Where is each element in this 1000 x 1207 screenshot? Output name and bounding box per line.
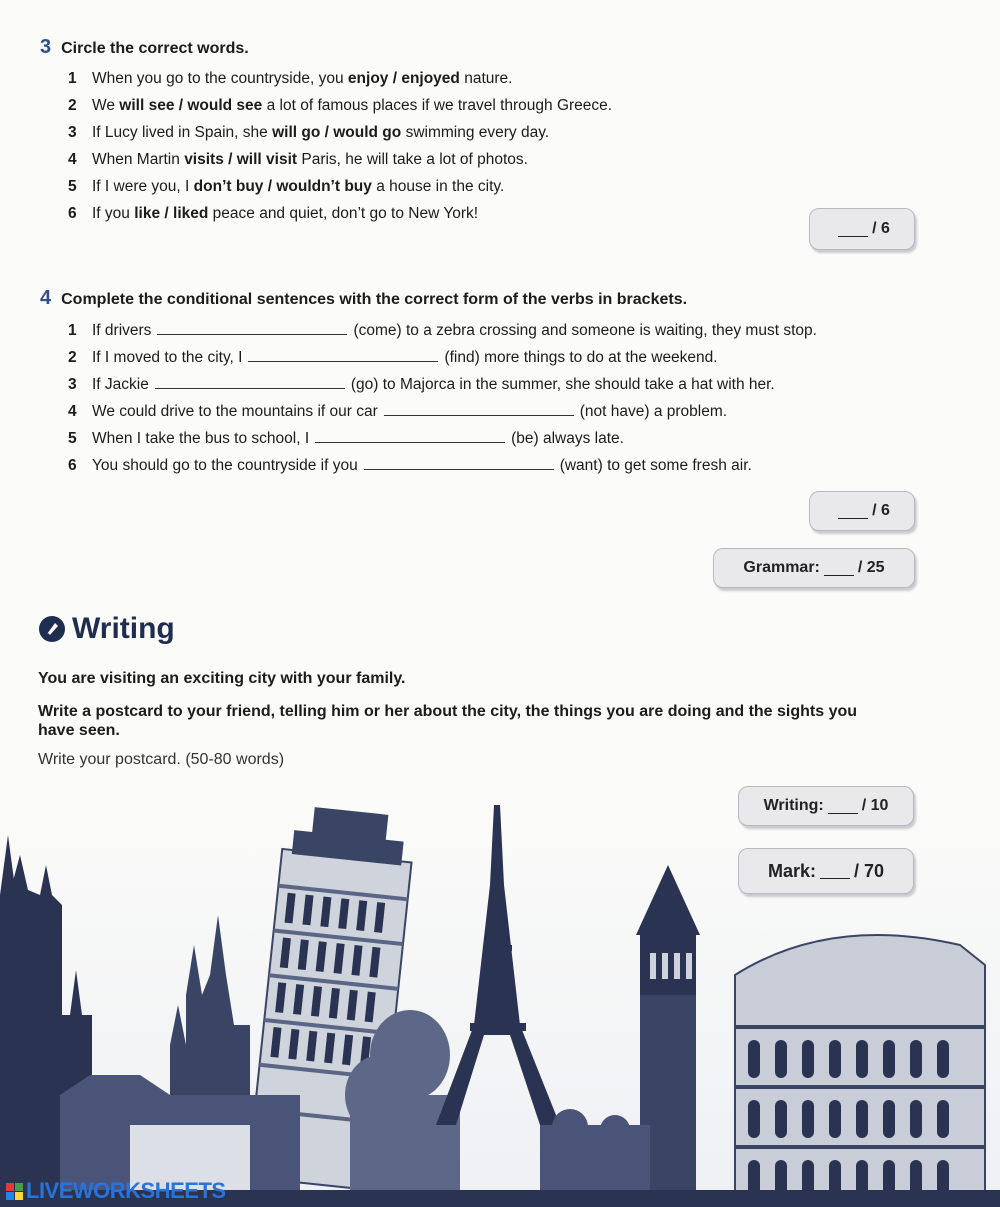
ghost-text — [795, 4, 801, 27]
exercise-3-score-box: / 6 — [809, 208, 915, 250]
exercise-3-item: 2 We will see / would see a lot of famous places if we travel through Greece. — [68, 97, 613, 114]
item-number: 4 — [68, 403, 77, 420]
exercise-4-item: 5 When I take the bus to school, I (be) always late. — [68, 430, 624, 447]
answer-blank[interactable] — [384, 401, 574, 416]
exercise-4-item: 3 If Jackie (go) to Majorca in the summer, she should take a hat with her. — [68, 376, 775, 393]
word-choice[interactable]: will see / would see — [119, 97, 263, 114]
word-choice[interactable]: like / liked — [134, 205, 209, 222]
exercise-4-score-box: / 6 — [809, 491, 915, 531]
word-choice[interactable]: visits / will visit — [184, 151, 298, 168]
writing-score-box: Writing: / 10 — [738, 786, 914, 826]
exercise-3-item: 6 If you like / liked peace and quiet, don’t go to New York! — [68, 205, 479, 222]
pen-nib-icon — [38, 615, 66, 643]
exercise-3-item: 5 If I were you, I don’t buy / wouldn’t buy a house in the city. — [68, 178, 505, 195]
score-blank[interactable] — [838, 222, 868, 237]
item-number: 2 — [68, 349, 77, 366]
item-number: 6 — [68, 205, 77, 222]
item-number: 2 — [68, 97, 77, 114]
word-choice[interactable]: don’t buy / wouldn’t buy — [193, 178, 372, 195]
item-number: 5 — [68, 178, 77, 195]
item-number: 3 — [68, 376, 77, 393]
exercise-4-title: 4 Complete the conditional sentences with the correct form of the verbs in brackets. — [40, 287, 688, 309]
score-blank[interactable] — [824, 561, 854, 576]
exercise-3-item: 1 When you go to the countryside, you enjoy / enjoyed nature. — [68, 70, 513, 87]
exercise-4-item: 2 If I moved to the city, I (find) more things to do at the weekend. — [68, 349, 718, 366]
item-number: 1 — [68, 70, 77, 87]
exercise-3-item: 3 If Lucy lived in Spain, she will go / would go swimming every day. — [68, 124, 550, 141]
item-number: 4 — [68, 151, 77, 168]
exercise-4-item: 1 If drivers (come) to a zebra crossing and someone is waiting, they must stop. — [68, 322, 817, 339]
answer-blank[interactable] — [364, 455, 554, 470]
colosseum — [735, 935, 985, 1207]
exercise-4-item: 4 We could drive to the mountains if our car (not have) a problem. — [68, 403, 728, 420]
answer-blank[interactable] — [155, 374, 345, 389]
score-blank[interactable] — [820, 864, 850, 879]
exercise-3-item: 4 When Martin visits / will visit Paris, he will take a lot of photos. — [68, 151, 528, 168]
liveworksheets-logo[interactable]: LIVEWORKSHEETS — [6, 1178, 226, 1204]
score-blank[interactable] — [828, 799, 858, 814]
writing-heading: Writing — [38, 612, 175, 646]
item-number: 3 — [68, 124, 77, 141]
item-number: 1 — [68, 322, 77, 339]
exercise-3-title: 3 Circle the correct words. — [40, 36, 249, 58]
answer-blank[interactable] — [248, 347, 438, 362]
writing-instruction: Write your postcard. (50-80 words) — [38, 751, 285, 768]
item-number: 5 — [68, 430, 77, 447]
score-blank[interactable] — [838, 504, 868, 519]
exercise-number: 4 — [40, 287, 52, 309]
exercise-4-item: 6 You should go to the countryside if you (want) to get some fresh air. — [68, 457, 752, 474]
word-choice[interactable]: enjoy / enjoyed — [347, 70, 460, 87]
writing-task: Write a postcard to your friend, telling him or her about the city, the things you are doing and the sights you have seen. — [38, 703, 858, 739]
mark-score-box: Mark: / 70 — [738, 848, 914, 894]
exercise-number: 3 — [40, 36, 52, 58]
writing-intro: You are visiting an exciting city with your family. — [38, 670, 406, 687]
word-choice[interactable]: will go / would go — [272, 124, 402, 141]
answer-blank[interactable] — [315, 428, 505, 443]
item-number: 6 — [68, 457, 77, 474]
answer-blank[interactable] — [157, 320, 347, 335]
logo-squares-icon — [6, 1183, 23, 1200]
grammar-score-box: Grammar: / 25 — [713, 548, 915, 588]
